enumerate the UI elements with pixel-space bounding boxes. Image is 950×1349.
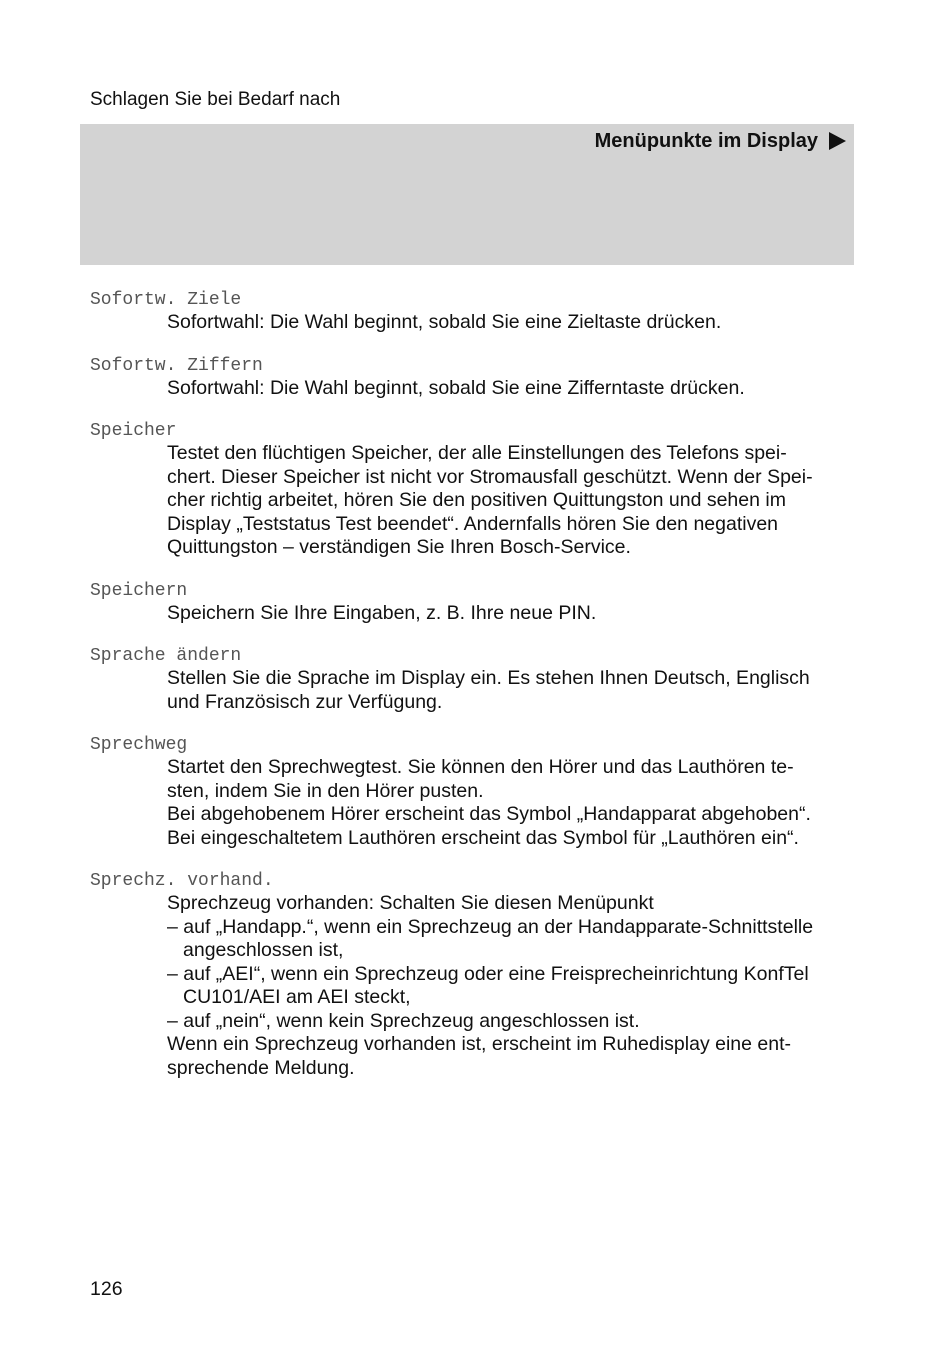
entry-term: Sprechz. vorhand. [90,871,274,891]
entry-term: Sofortw. Ziffern [90,355,263,376]
menu-entry-sprechz-vorhand [90,870,850,1080]
section-header-band [80,124,854,265]
description-line: und Französisch zur Verfügung. [167,690,443,713]
menu-entry-speicher [90,420,850,560]
description-line: Testet den flüchtigen Speicher, der alle Einstellungen des Telefons spei- [167,442,787,464]
description-intro: Sprechzeug vorhanden: Schalten Sie diesen Menüpunkt [167,892,654,914]
description-line: Wenn ein Sprechzeug vorhanden ist, erscheint im Ruhedisplay eine ent- [167,1033,791,1055]
menu-entry-sprechweg [90,734,850,850]
option-continuation: angeschlossen ist, [183,939,344,961]
option-line: – auf „AEI“, wenn ein Sprechzeug oder eine Freisprecheinrichtung KonfTel [167,962,809,985]
description-line: Speichern Sie Ihre Eingaben, z. B. Ihre neue PIN. [167,601,597,624]
menu-entry-list [90,289,850,1100]
description-line: sprechende Meldung. [167,1056,355,1079]
entry-description [167,756,847,850]
description-line: Startet den Sprechwegtest. Sie können den Hörer und das Lauthören te- [167,756,794,778]
entry-description [167,311,847,335]
option-item [167,963,847,1010]
entry-description [167,602,847,626]
entry-term: Sprechweg [90,735,188,755]
triangle-right-icon [829,132,846,150]
option-continuation: CU101/AEI am AEI steckt, [183,986,411,1008]
option-list [167,916,847,1034]
description-line: cher richtig arbeitet, hören Sie den positiven Quittungston und sehen im [167,489,786,511]
description-line: Bei eingeschaltetem Lauthören erscheint das Symbol für „Lauthören ein“. [167,826,799,849]
option-line: – auf „nein“, wenn kein Sprechzeug angeschlossen ist. [167,1009,640,1032]
entry-term: Sofortw. Ziele [90,290,242,310]
menu-entry-sofortw-ziele [90,289,850,335]
description-line: Quittungston – verständigen Sie Ihren Bosch-Service. [167,536,631,558]
entry-term: Speichern [90,580,188,601]
entry-term: Speicher [90,421,177,441]
menu-entry-sprache-aendern [90,645,850,714]
menu-entry-sofortw-ziffern [90,355,850,401]
description-line: Display „Teststatus Test beendet“. Andernfalls hören Sie den negativen [167,512,779,535]
running-head: Schlagen Sie bei Bedarf nach [90,89,341,110]
option-line: – auf „Handapp.“, wenn ein Sprechzeug an der Handapparate-Schnittstelle [167,915,814,938]
section-title [595,129,846,153]
entry-description [167,667,847,714]
entry-description [167,377,847,401]
menu-entry-speichern [90,580,850,626]
description-line: Stellen Sie die Sprache im Display ein. Es stehen Ihnen Deutsch, Englisch [167,667,810,689]
option-item [167,1010,847,1034]
description-line: sten, indem Sie in den Hörer pusten. [167,779,484,802]
entry-description [167,892,847,1080]
section-title-text: Menüpunkte im Display [594,130,818,152]
entry-description [167,442,847,560]
description-line: Sofortwahl: Die Wahl beginnt, sobald Sie eine Zieltaste drücken. [167,311,722,333]
description-line: Sofortwahl: Die Wahl beginnt, sobald Sie eine Zifferntaste drücken. [167,376,745,399]
description-line: Bei abgehobenem Hörer erscheint das Symbol „Handapparat abgehoben“. [167,803,811,825]
option-item [167,916,847,963]
entry-term: Sprache ändern [90,646,242,666]
page-number: 126 [90,1278,123,1300]
description-line: chert. Dieser Speicher ist nicht vor Stromausfall geschützt. Wenn der Spei- [167,465,813,488]
